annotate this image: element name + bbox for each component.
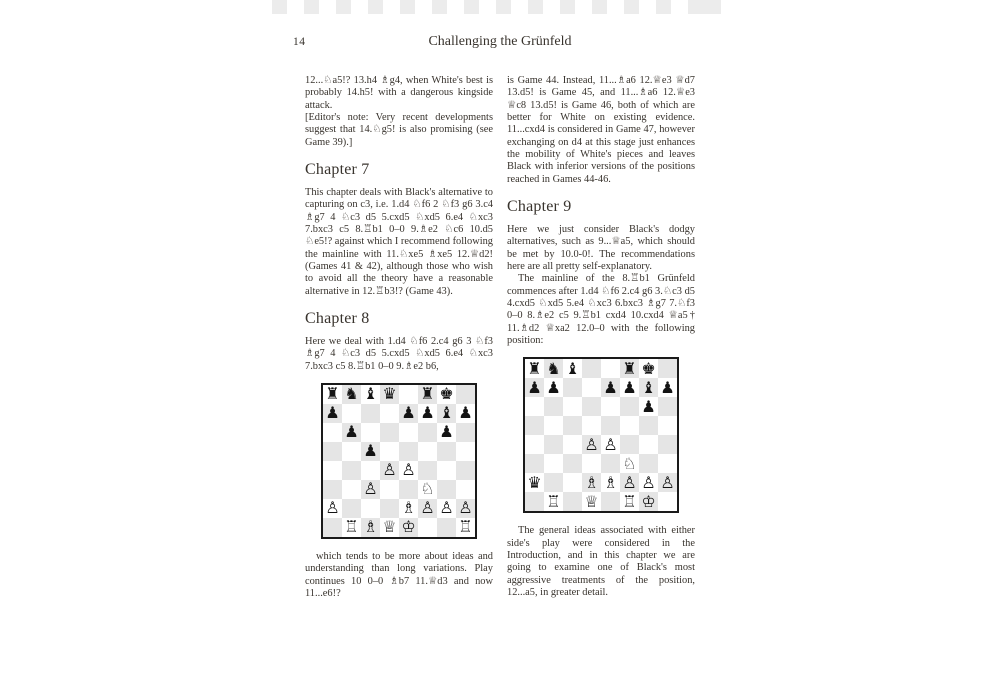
board-square (582, 359, 601, 378)
board-square (563, 378, 582, 397)
board-square-piece: ♚ (641, 358, 656, 378)
board-square (601, 359, 620, 378)
board-square (658, 435, 677, 454)
board-square (399, 423, 418, 442)
board-square-piece: ♙ (325, 498, 340, 518)
board-square (323, 423, 342, 442)
board-square-piece: ♟ (546, 377, 561, 397)
board-square-piece: ♙ (658, 473, 677, 492)
board-square (525, 416, 544, 435)
board-square-piece: ♙ (439, 498, 454, 518)
board-square (342, 404, 361, 423)
board-square-piece: ♙ (603, 434, 618, 454)
board-square-piece: ♟ (323, 404, 342, 423)
board-square (544, 435, 563, 454)
chess-diagram-chapter8 (321, 383, 477, 539)
board-square-piece: ♝ (639, 378, 658, 397)
board-square-piece: ♗ (603, 472, 618, 492)
paragraph-chapter-9-summary: Here we just consider Black's dodgy alternatives, such as 9...♕a5, which should be met by 10.0-0!. The recommendations here are all pretty self-explanatory. (507, 223, 695, 272)
board-square (582, 397, 601, 416)
board-square-piece: ♟ (361, 442, 380, 461)
page-top-checker-pattern (272, 0, 688, 14)
board-square (380, 499, 399, 518)
board-square (323, 461, 342, 480)
board-square (456, 480, 475, 499)
board-square (582, 454, 601, 473)
chess-diagram-chapter9 (523, 357, 679, 513)
board-square (418, 442, 437, 461)
board-square-piece: ♟ (420, 403, 435, 423)
board-square-piece: ♛ (380, 385, 399, 404)
board-square (544, 454, 563, 473)
paragraph-games-44-46: is Game 44. Instead, 11...♗a6 12.♕e3 ♕d7 13.d5! is Game 45, and 11...♗a6 12.♕e3 ♕c8 13.d5! is Game 46, both of which are better for White on existing evidence. 11...cxd4 is considered in Game 47, however exchanging on d4 at this stage just enhances the mobility of White's pieces and leaves Black with inferior versions of the positions reached in Games 44-46. (507, 75, 695, 185)
board-square (418, 461, 437, 480)
board-square (620, 435, 639, 454)
board-square-piece: ♗ (361, 518, 380, 537)
board-square (437, 461, 456, 480)
board-square-piece: ♝ (437, 404, 456, 423)
board-square (342, 499, 361, 518)
board-square-piece: ♘ (622, 453, 637, 473)
board-square (639, 454, 658, 473)
board-square (601, 416, 620, 435)
paragraph-chapter-8-continuation: which tends to be more about ideas and understanding than long variations. Play continues 10 0–0 ♗b7 11.♕d3 and now 11...e6!? (305, 550, 493, 599)
paragraph-chapter-9-conclusion: The general ideas associated with either side's play were considered in the Introduction, and in this chapter we are going to examine one of Black's most aggressive treatments of the position, 12...a5, in greater detail. (507, 525, 695, 598)
board-square (437, 518, 456, 537)
board-square (361, 404, 380, 423)
board-square-piece: ♔ (399, 518, 418, 537)
board-square (323, 480, 342, 499)
board-square (658, 397, 677, 416)
board-square (399, 385, 418, 404)
page-number: 14 (293, 36, 306, 48)
board-square (582, 416, 601, 435)
board-square (437, 480, 456, 499)
board-square (601, 492, 620, 511)
board-square (380, 423, 399, 442)
board-square (456, 423, 475, 442)
board-square-piece: ♟ (601, 378, 620, 397)
board-square-piece: ♟ (622, 377, 637, 397)
board-square (380, 404, 399, 423)
paragraph-editors-note: [Editor's note: Very recent developments suggest that 14.♘g5! is also promising (see Game 39).] (305, 111, 493, 148)
board-square-piece: ♝ (363, 384, 378, 404)
board-square (323, 442, 342, 461)
board-square (563, 473, 582, 492)
board-square (582, 378, 601, 397)
board-square (601, 397, 620, 416)
board-square (658, 359, 677, 378)
paragraph-chapter-7-summary: This chapter deals with Black's alternative to capturing on c3, i.e. 1.d4 ♘f6 2 ♘f3 g6 3.c4 ♗g7 4 ♘c3 d5 5.cxd5 ♘xd5 6.e4 ♘xc3 7.bxc3 c5 8.♖b1 0–0 9.♗e2 ♘c6 10.d5 ♘e5!? against which I recommend following the mainline with 11.♘xe5 ♗xe5 12.♕d2! (Games 41 & 42), although those who wish to avoid all the theory have a reasonable alternative in 12.♖b3!? (Game 43). (305, 186, 493, 297)
board-square-piece: ♜ (418, 385, 437, 404)
board-square (418, 518, 437, 537)
left-column (305, 75, 493, 600)
board-square (361, 461, 380, 480)
board-square (525, 435, 544, 454)
board-square (399, 442, 418, 461)
board-square (342, 461, 361, 480)
paragraph-chapter-9-mainline: The mainline of the 8.♖b1 Grünfeld commences after 1.d4 ♘f6 2.c4 g6 3.♘c3 d5 4.cxd5 ♘xd5 5.e4 ♘xc3 6.bxc3 ♗g7 7.♘f3 0–0 8.♗e2 c5 9.♖b1 cxd4 10.cxd4 ♕a5† 11.♗d2 ♕xa2 12.0–0 with the following position: (507, 273, 695, 346)
board-square (563, 397, 582, 416)
board-square-piece: ♜ (325, 384, 340, 404)
board-square-piece: ♙ (380, 461, 399, 480)
chapter-7-heading: Chapter 7 (305, 160, 370, 178)
board-square (399, 480, 418, 499)
right-column (507, 75, 695, 599)
board-square-piece: ♕ (584, 491, 599, 511)
board-square-piece: ♛ (527, 472, 542, 492)
board-square (342, 480, 361, 499)
board-square-piece: ♟ (660, 377, 675, 397)
board-square (639, 435, 658, 454)
board-square (620, 416, 639, 435)
board-square-piece: ♘ (420, 479, 435, 499)
board-square (658, 454, 677, 473)
board-square-piece: ♙ (361, 480, 380, 499)
board-square (525, 397, 544, 416)
board-square-piece: ♟ (458, 403, 473, 423)
board-square-piece: ♟ (342, 423, 361, 442)
board-square-piece: ♖ (344, 517, 359, 537)
board-square-piece: ♞ (544, 359, 563, 378)
board-square (563, 454, 582, 473)
board-square (658, 492, 677, 511)
board-square-piece: ♟ (439, 422, 454, 442)
board-square-piece: ♔ (639, 492, 658, 511)
board-square (361, 423, 380, 442)
board-square-piece: ♖ (458, 517, 473, 537)
board-square-piece: ♜ (527, 358, 542, 378)
board-square (456, 461, 475, 480)
chapter-9-heading: Chapter 9 (507, 197, 572, 215)
board-square (456, 442, 475, 461)
board-square (361, 499, 380, 518)
board-square (563, 416, 582, 435)
board-square-piece: ♙ (418, 499, 437, 518)
board-square-piece: ♟ (525, 378, 544, 397)
page-top-checker-pattern-end (688, 0, 721, 14)
board-square-piece: ♙ (620, 473, 639, 492)
running-head-title: Challenging the Grünfeld (428, 34, 572, 49)
board-square-piece: ♙ (641, 472, 656, 492)
board-square (525, 454, 544, 473)
board-square-piece: ♜ (620, 359, 639, 378)
board-square-piece: ♗ (401, 498, 416, 518)
board-square (639, 416, 658, 435)
chapter-8-heading: Chapter 8 (305, 309, 370, 327)
board-square (544, 416, 563, 435)
board-square-piece: ♖ (546, 491, 561, 511)
board-square-piece: ♝ (565, 358, 580, 378)
board-square (601, 454, 620, 473)
board-square (525, 492, 544, 511)
board-square (544, 397, 563, 416)
board-square (563, 435, 582, 454)
board-square-piece: ♕ (382, 517, 397, 537)
board-square-piece: ♚ (439, 384, 454, 404)
board-square-piece: ♖ (622, 491, 637, 511)
board-square-piece: ♙ (456, 499, 475, 518)
board-square-piece: ♗ (582, 473, 601, 492)
board-square (620, 397, 639, 416)
board-square (418, 423, 437, 442)
board-square (342, 442, 361, 461)
board-square-piece: ♞ (342, 385, 361, 404)
board-square-piece: ♟ (641, 396, 656, 416)
board-square (456, 385, 475, 404)
board-square (544, 473, 563, 492)
board-square-piece: ♟ (399, 404, 418, 423)
board-square (563, 492, 582, 511)
board-square (323, 518, 342, 537)
board-square-piece: ♙ (582, 435, 601, 454)
board-square (380, 480, 399, 499)
paragraph-chapter-8-summary: Here we deal with 1.d4 ♘f6 2.c4 g6 3 ♘f3 ♗g7 4 ♘c3 d5 5.cxd5 ♘xd5 6.e4 ♘xc3 7.bxc3 c5 8.♖b1 0–0 9.♗e2 b6, (305, 335, 493, 372)
board-square (437, 442, 456, 461)
board-square (658, 416, 677, 435)
paragraph-variation-12na5: 12...♘a5!? 13.h4 ♗g4, when White's best is probably 14.h5! with a dangerous kingside attack. (305, 75, 493, 111)
board-square (380, 442, 399, 461)
board-square-piece: ♙ (401, 460, 416, 480)
